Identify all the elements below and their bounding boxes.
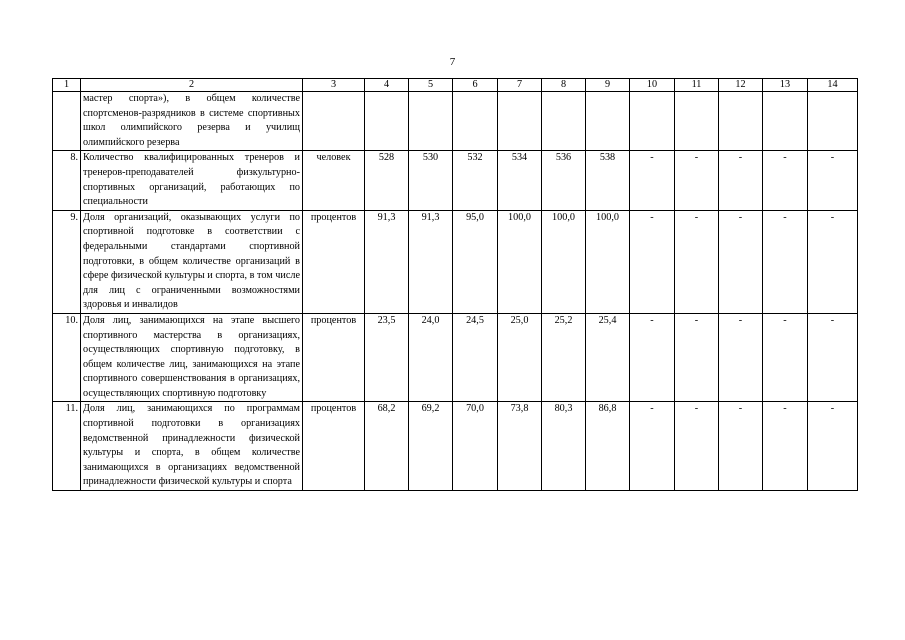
row-unit: человек (303, 151, 365, 210)
row-value: 532 (453, 151, 498, 210)
table-row (53, 402, 858, 491)
row-value: 80,3 (542, 402, 586, 491)
row-value (586, 92, 630, 151)
row-description: Количество квалифицированных тренеров и тренеров-преподавателей физкультурно-спортивных организаций, работающих по специальности (81, 151, 303, 210)
row-value: 534 (498, 151, 542, 210)
row-future-value (763, 92, 808, 151)
row-value (453, 92, 498, 151)
row-future-value: - (808, 210, 858, 313)
row-future-value: - (630, 210, 675, 313)
row-value: 538 (586, 151, 630, 210)
row-value: 536 (542, 151, 586, 210)
row-description: Доля лиц, занимающихся по программам спортивной подготовки в организациях ведомственной принадлежности физической культуры и спорта, в общем количестве занимающихся в организациях ведомственной принадлежности физической культуры и спорта (81, 402, 303, 491)
row-unit (303, 92, 365, 151)
row-description: Доля лиц, занимающихся на этапе высшего спортивного мастерства в организациях, осуществляющих спортивную подготовку, в общем количестве лиц, занимающихся на этапе спортивного совершенствования в организациях, осуществляющих спортивную подготовку (81, 313, 303, 402)
row-value: 69,2 (409, 402, 453, 491)
table-row (53, 210, 858, 313)
row-future-value: - (675, 151, 719, 210)
row-value: 91,3 (365, 210, 409, 313)
row-value (365, 92, 409, 151)
row-number: 10. (53, 313, 81, 402)
row-future-value: - (719, 210, 763, 313)
row-value: 95,0 (453, 210, 498, 313)
table-row (53, 151, 858, 210)
column-header: 14 (808, 79, 858, 92)
row-future-value: - (719, 402, 763, 491)
row-value: 25,0 (498, 313, 542, 402)
row-value (409, 92, 453, 151)
row-future-value: - (675, 402, 719, 491)
row-value: 528 (365, 151, 409, 210)
row-unit: процентов (303, 210, 365, 313)
table-row (53, 92, 858, 151)
column-header: 13 (763, 79, 808, 92)
row-unit: процентов (303, 402, 365, 491)
column-header: 4 (365, 79, 409, 92)
table-row (53, 313, 858, 402)
row-value: 100,0 (542, 210, 586, 313)
column-header: 8 (542, 79, 586, 92)
column-header: 3 (303, 79, 365, 92)
row-value (498, 92, 542, 151)
column-header: 12 (719, 79, 763, 92)
row-description: Доля организаций, оказывающих услуги по спортивной подготовке в соответствии с федеральными стандартами спортивной подготовки, в общем количестве организаций в сфере физической культуры и спорта, в том числе для лиц с ограниченными возможностями здоровья и инвалидов (81, 210, 303, 313)
row-number: 11. (53, 402, 81, 491)
row-value: 68,2 (365, 402, 409, 491)
row-value (542, 92, 586, 151)
column-header: 9 (586, 79, 630, 92)
column-header: 2 (81, 79, 303, 92)
row-value: 86,8 (586, 402, 630, 491)
row-future-value: - (763, 210, 808, 313)
row-value: 23,5 (365, 313, 409, 402)
row-future-value (808, 92, 858, 151)
column-header: 7 (498, 79, 542, 92)
row-description: мастер спорта»), в общем количестве спортсменов-разрядников в системе спортивных школ олимпийского резерва и училищ олимпийского резерва (81, 92, 303, 151)
row-future-value: - (763, 313, 808, 402)
row-value: 91,3 (409, 210, 453, 313)
row-unit: процентов (303, 313, 365, 402)
row-future-value: - (808, 313, 858, 402)
row-value: 24,5 (453, 313, 498, 402)
row-value: 25,2 (542, 313, 586, 402)
row-value: 530 (409, 151, 453, 210)
row-value: 25,4 (586, 313, 630, 402)
column-header: 10 (630, 79, 675, 92)
row-future-value: - (719, 313, 763, 402)
row-future-value: - (630, 151, 675, 210)
row-future-value: - (763, 402, 808, 491)
row-future-value: - (630, 313, 675, 402)
row-future-value: - (719, 151, 763, 210)
column-header: 1 (53, 79, 81, 92)
row-future-value: - (675, 313, 719, 402)
row-future-value (719, 92, 763, 151)
row-future-value: - (630, 402, 675, 491)
row-value: 24,0 (409, 313, 453, 402)
column-header: 6 (453, 79, 498, 92)
row-value: 70,0 (453, 402, 498, 491)
row-value: 73,8 (498, 402, 542, 491)
row-future-value (675, 92, 719, 151)
row-future-value (630, 92, 675, 151)
row-value: 100,0 (586, 210, 630, 313)
row-number: 9. (53, 210, 81, 313)
row-future-value: - (763, 151, 808, 210)
table-header-row (53, 79, 858, 92)
indicators-table (52, 78, 858, 491)
column-header: 11 (675, 79, 719, 92)
page-number: 7 (449, 56, 456, 68)
row-number (53, 92, 81, 151)
row-future-value: - (808, 151, 858, 210)
row-future-value: - (675, 210, 719, 313)
row-value: 100,0 (498, 210, 542, 313)
row-number: 8. (53, 151, 81, 210)
row-future-value: - (808, 402, 858, 491)
column-header: 5 (409, 79, 453, 92)
